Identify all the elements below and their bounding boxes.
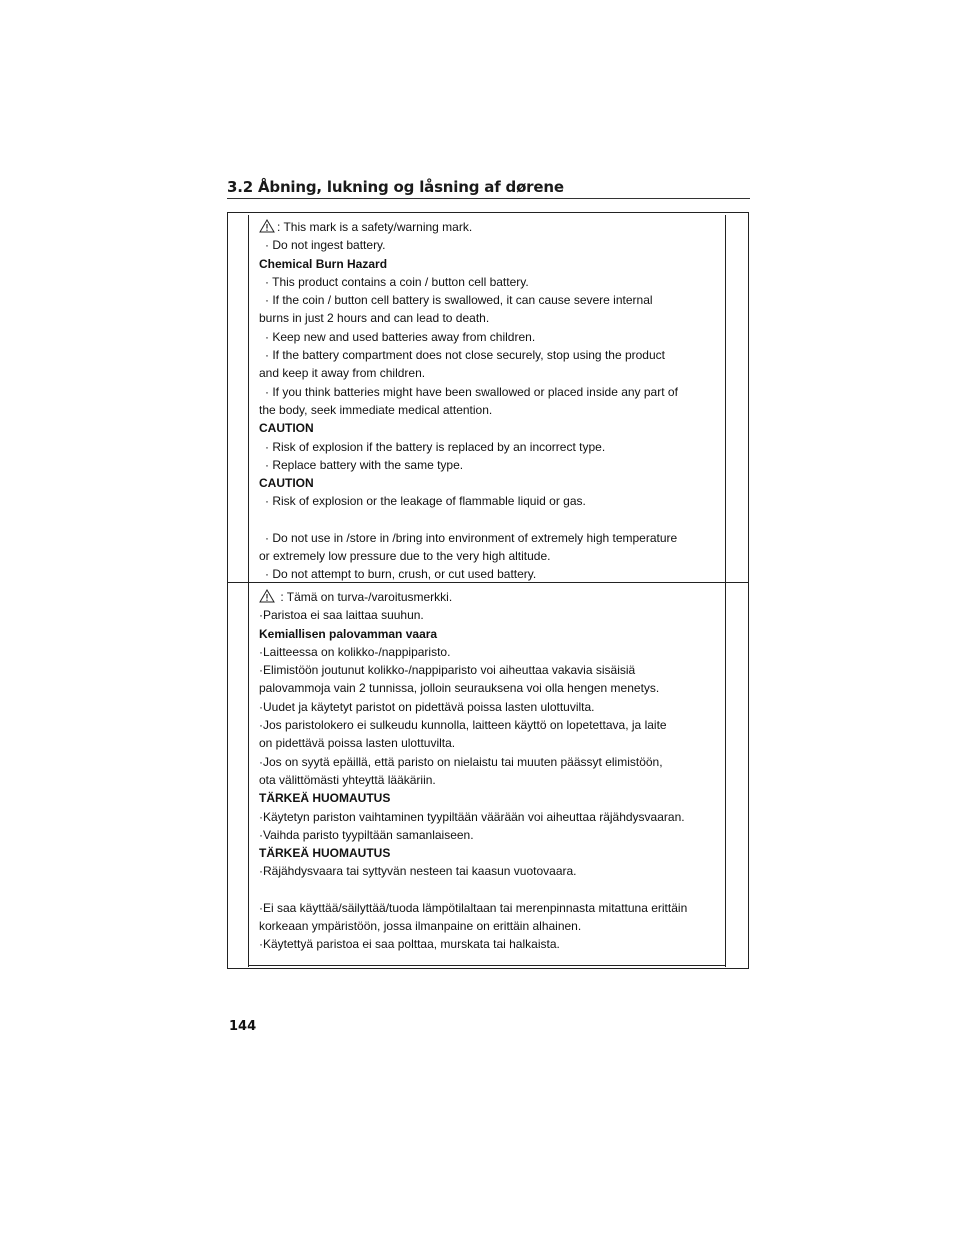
english-bullet-continued: or extremely low pressure due to the very high altitude. <box>259 549 551 564</box>
finnish-bullet: ·Elimistöön joutunut kolikko-/nappiparisto voi aiheuttaa vakavia sisäisiä <box>259 663 636 678</box>
finnish-bullet: ·Uudet ja käytetyt paristot on pidettävä poissa lasten ulottuvilta. <box>259 699 595 714</box>
warning-triangle-icon <box>259 219 275 233</box>
finnish-bullet-continued: korkeaan ympäristöön, jossa ilmanpaine on erittäin alhainen. <box>259 919 582 934</box>
english-bullet: · Risk of explosion if the battery is replaced by an incorrect type. <box>265 439 606 454</box>
finnish-bullet: ·Ei saa käyttää/säilyttää/tuoda lämpötilaltaan tai merenpinnasta mitattuna erittäin <box>259 900 688 915</box>
english-bullet-continued: burns in just 2 hours and can lead to death. <box>259 311 490 326</box>
english-bullet: · Do not use in /store in /bring into environment of extremely high temperature <box>265 530 678 545</box>
finnish-bullet-continued: palovammoja vain 2 tunnissa, jolloin seurauksena voi olla hengen menetys. <box>259 681 660 696</box>
finnish-bullet: ·Käytettyä paristoa ei saa polttaa, murskata tai halkaista. <box>259 937 560 952</box>
warning-triangle-icon <box>259 589 275 603</box>
english-bullet: · If the coin / button cell battery is swallowed, it can cause severe internal <box>265 293 653 308</box>
finnish-warning-mark-text: : Tämä on turva-/varoitusmerkki. <box>277 590 453 604</box>
finnish-bullet: ·Paristoa ei saa laittaa suuhun. <box>259 608 424 623</box>
finnish-bullet: ·Vaihda paristo tyypiltään samanlaiseen. <box>259 827 474 842</box>
english-bullet: · If the battery compartment does not close securely, stop using the product <box>265 348 665 363</box>
english-heading-chemical: Chemical Burn Hazard <box>259 256 388 271</box>
finnish-bullet: ·Käytetyn pariston vaihtaminen tyypiltään väärään voi aiheuttaa räjähdysvaaran. <box>259 809 685 824</box>
english-bullet: · Risk of explosion or the leakage of flammable liquid or gas. <box>265 494 586 509</box>
page-number: 144 <box>229 1019 257 1034</box>
english-heading-caution: CAUTION <box>259 421 314 436</box>
finnish-heading-notice: TÄRKEÄ HUOMAUTUS <box>259 791 391 806</box>
finnish-bullet-continued: ota välittömästi yhteyttä lääkäriin. <box>259 772 436 787</box>
finnish-bullet: ·Jos paristolokero ei sulkeudu kunnolla, laitteen käyttö on lopetettava, ja laite <box>259 718 667 733</box>
english-heading-caution: CAUTION <box>259 476 314 491</box>
english-bullet-continued: and keep it away from children. <box>259 366 426 381</box>
warning-box <box>227 212 749 969</box>
finnish-heading-chemical: Kemiallisen palovamman vaara <box>259 626 438 641</box>
finnish-bullet: ·Jos on syytä epäillä, että paristo on nielaistu tai muuten päässyt elimistöön, <box>259 754 663 769</box>
finnish-bullet: ·Laitteessa on kolikko-/nappiparisto. <box>259 644 451 659</box>
finnish-bullet: ·Räjähdysvaara tai syttyvän nesteen tai kaasun vuotovaara. <box>259 864 577 879</box>
english-bullet: · Keep new and used batteries away from children. <box>265 329 536 344</box>
english-bullet: · Do not ingest battery. <box>265 238 386 253</box>
title-rule <box>227 198 750 199</box>
finnish-bullet-continued: on pidettävä poissa lasten ulottuvilta. <box>259 736 456 751</box>
english-bullet: · Do not attempt to burn, crush, or cut used battery. <box>265 567 537 582</box>
english-warning-mark-text: : This mark is a safety/warning mark. <box>277 220 473 234</box>
inner-frame-bottom <box>248 965 726 966</box>
english-bullet: · This product contains a coin / button cell battery. <box>265 274 529 289</box>
section-title: 3.2 Åbning, lukning og låsning af dørene <box>227 178 564 196</box>
english-bullet-continued: the body, seek immediate medical attention. <box>259 402 493 417</box>
finnish-heading-notice: TÄRKEÄ HUOMAUTUS <box>259 846 391 861</box>
english-bullet: · If you think batteries might have been swallowed or placed inside any part of <box>265 384 678 399</box>
finnish-warning-block <box>259 588 733 954</box>
finnish-warning-mark-line <box>259 588 733 606</box>
english-warning-mark-line <box>259 218 733 236</box>
english-warning-block <box>259 218 733 584</box>
english-bullet: · Replace battery with the same type. <box>265 457 464 472</box>
